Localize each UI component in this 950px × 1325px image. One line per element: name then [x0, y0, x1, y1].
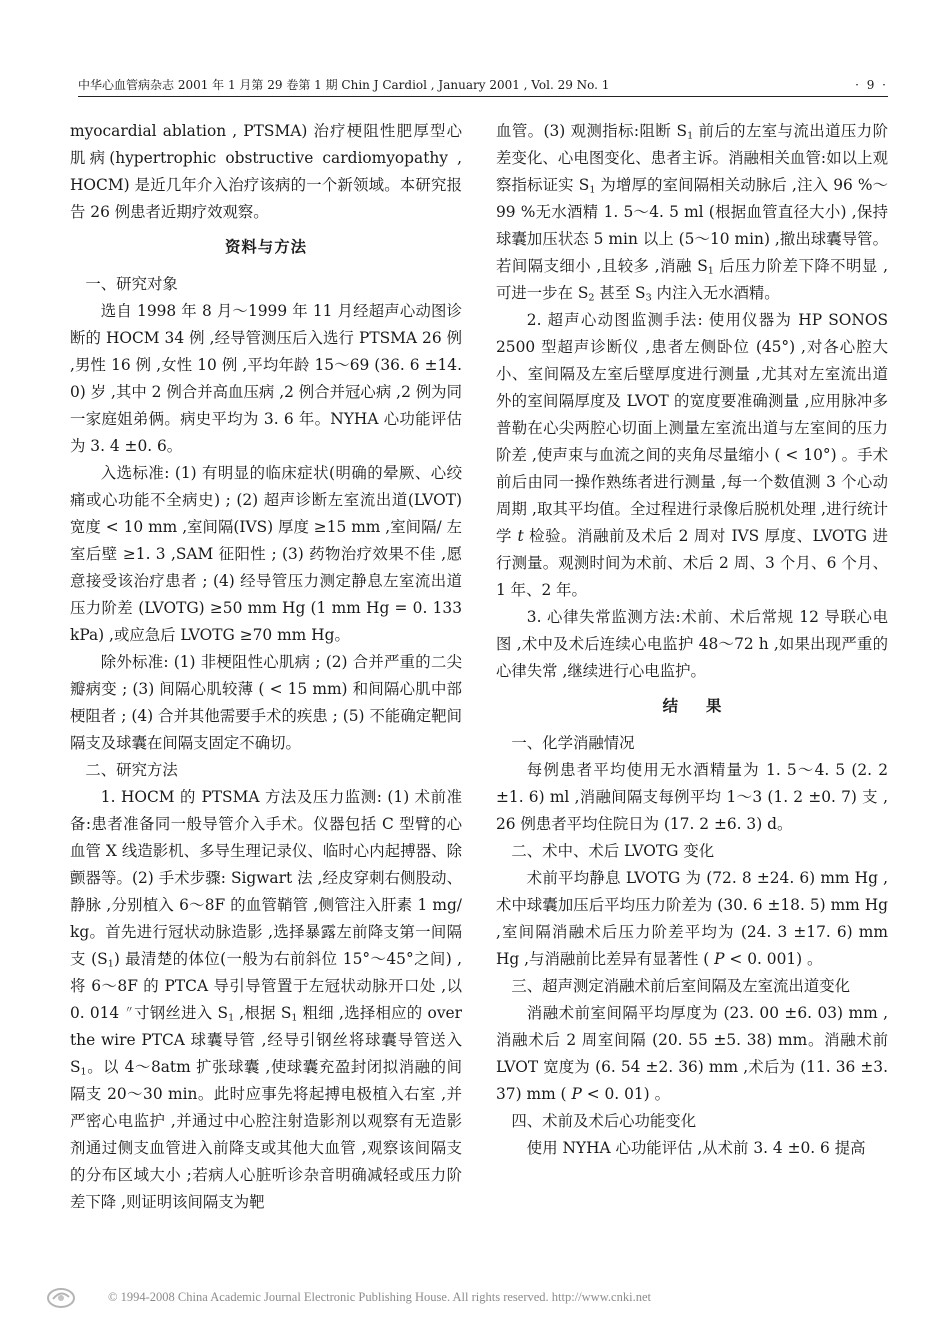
- section-heading: 结果: [662, 697, 750, 715]
- body-paragraph: 术前平均静息 LVOTG 为 (72. 8 ±24. 6) mm Hg ,术中球囊加压后平均压力阶差为 (30. 6 ±18. 5) mm Hg ,室间隔消融术后压力阶差平均为 (24. 3 ±17. 6) mm Hg ,与消融前比差异有显著性 ( P < 0. 001) 。: [496, 869, 888, 968]
- subsection-heading: 四、术前及术后心功能变化: [511, 1112, 697, 1130]
- cnki-logo-icon: [46, 1286, 76, 1310]
- body-paragraph: 使用 NYHA 心功能评估 ,从术前 3. 4 ±0. 6 提高: [526, 1139, 866, 1157]
- body-paragraph: 选自 1998 年 8 月～1999 年 11 月经超声心动图诊断的 HOCM 34 例 ,经导管测压后入选行 PTSMA 26 例 ,男性 16 例 ,女性 10 例 ,平均年龄 15～69 (36. 6 ±14. 0) 岁 ,其中 2 例合并高血压病 ,2 例合并冠心病 ,2 例为同一家庭姐弟俩。病史平均为 3. 6 年。NYHA 心功能评估为 3. 4 ±0. 6。: [70, 302, 462, 455]
- section-heading: 资料与方法: [225, 238, 307, 256]
- page-footer: [46, 1284, 906, 1314]
- subsection-heading: 二、术中、术后 LVOTG 变化: [511, 842, 715, 860]
- body-paragraph: 2. 超声心动图监测手法: 使用仪器为 HP SONOS 2500 型超声诊断仪 ,患者左侧卧位 (45°) ,对各心腔大小、室间隔及左室后壁厚度进行测量 ,尤其对左室流出道外的室间隔厚度及 LVOT 的宽度要准确测量 ,应用脉冲多普勒在心尖两腔心切面上测量左室流出道与左室间的压力阶差 ,使声束与血流之间的夹角尽量缩小 ( < 10°) 。手术前后由同一操作熟练者进行测量 ,每一个数值测 3 个心动周期 ,取其平均值。全过程进行录像后脱机处理 ,进行统计学 t 检验。消融前及术后 2 周对 IVS 厚度、LVOTG 进行测量。观测时间为术前、术后 2 周、3 个月、6 个月、1 年、2 年。: [496, 311, 888, 599]
- subsection-heading: 三、超声测定消融术前后室间隔及左室流出道变化: [511, 977, 850, 995]
- body-paragraph: 入选标准: (1) 有明显的临床症状(明确的晕厥、心绞痛或心功能不全病史) ; (2) 超声诊断左室流出道(LVOT) 宽度 < 10 mm ,室间隔(IVS) 厚度 ≥15 mm ,室间隔/ 左室后壁 ≥1. 3 ,SAM 征阳性 ; (3) 药物治疗效果不佳 ,愿意接受该治疗患者 ; (4) 经导管压力测定静息左室流出道压力阶差 (LVOTG) ≥50 mm Hg (1 mm Hg = 0. 133 kPa) ,或应急后 LVOTG ≥70 mm Hg。: [70, 464, 462, 644]
- left-column: [70, 118, 462, 1216]
- subsection-heading: 二、研究方法: [85, 761, 178, 779]
- body-paragraph: 每例患者平均使用无水酒精量为 1. 5～4. 5 (2. 2 ±1. 6) ml ,消融间隔支每例平均 1～3 (1. 2 ±0. 7) 支 , 26 例患者平均住院日为 (17. 2 ±6. 3) d。: [496, 761, 888, 833]
- right-column: [496, 118, 888, 1162]
- page-number: · 9 ·: [855, 78, 888, 92]
- body-paragraph: 1. HOCM 的 PTSMA 方法及压力监测: (1) 术前准备:患者准备同一般导管介入手术。仪器包括 C 型臂的心血管 X 线造影机、多导生理记录仪、临时心内起搏器、除颤器等。(2) 手术步骤: Sigwart 法 ,经皮穿刺右侧股动、静脉 ,分别植入 6～8F 的血管鞘管 ,侧管注入肝素 1 mg/ kg。首先进行冠状动脉造影 ,选择暴露左前降支第一间隔支 $(S_1)$ 最清楚的体位(一般为右前斜位 15°～45°之间) ,将 6～8F 的 PTCA 导引导管置于左冠状动脉开口处 ,以 0. 014 〃寸钢丝进入 $S_1$ ,根据 $S_1$ 粗细 ,选择相应的 over the wire PTCA 球囊导管 ,经导引钢丝将球囊导管送入 $S_1$。以 4～8atm 扩张球囊 ,使球囊充盈封闭拟消融的间隔支 20～30 min。此时应事先将起搏电极植入右室 ,并严密心电监护 ,并通过中心腔注射造影剂以观察有无造影剂通过侧支血管进入前降支或其他大血管 ,观察该间隔支的分布区域大小 ;若病人心脏听诊杂音明确减轻或压力阶差下降 ,则证明该间隔支为靶: [70, 788, 462, 1211]
- body-paragraph: 消融术前室间隔平均厚度为 (23. 00 ±6. 03) mm ,消融术后 2 周室间隔 (20. 55 ±5. 38) mm。消融术前 LVOT 宽度为 (6. 54 ±2. 36) mm ,术后为 (11. 36 ±3. 37) mm ( P < 0. 01) 。: [496, 1004, 888, 1103]
- body-paragraph: 血管。(3) 观测指标:阻断 $S_1$ 前后的左室与流出道压力阶差变化、心电图变化、患者主诉。消融相关血管:如以上观察指标证实 $S_1$ 为增厚的室间隔相关动脉后 ,注入 96 %～99 %无水酒精 1. 5～4. 5 ml (根据血管直径大小) ,保持球囊加压状态 5 min 以上 (5～10 min) ,撤出球囊导管。若间隔支细小 ,且较多 ,消融 $S_1$ 后压力阶差下降不明显 ,可进一步在 $S_2$ 甚至 $S_3$ 内注入无水酒精。: [496, 122, 888, 304]
- subsection-heading: 一、化学消融情况: [511, 734, 635, 752]
- journal-citation-line: 中华心血管病杂志 2001 年 1 月第 29 卷第 1 期 Chin J Cardiol , January 2001 , Vol. 29 No. 1: [78, 78, 610, 92]
- subsection-heading: 一、研究对象: [85, 275, 178, 293]
- running-header: [78, 74, 888, 97]
- copyright-notice: © 1994-2008 China Academic Journal Electronic Publishing House. All rights reserved. http://www.cnki.net: [108, 1290, 651, 1304]
- body-paragraph: 3. 心律失常监测方法:术前、术后常规 12 导联心电图 ,术中及术后连续心电监护 48～72 h ,如果出现严重的心律失常 ,继续进行心电监护。: [496, 608, 888, 680]
- body-paragraph: 除外标准: (1) 非梗阻性心肌病 ; (2) 合并严重的二尖瓣病变 ; (3) 间隔心肌较薄 ( < 15 mm) 和间隔心肌中部梗阻者 ; (4) 合并其他需要手术的疾患 ; (5) 不能确定靶间隔支及球囊在间隔支固定不确切。: [70, 653, 462, 752]
- body-paragraph: myocardial ablation , PTSMA) 治疗梗阻性肥厚型心肌病(hypertrophic obstructive cardiomyopathy , HOCM) 是近几年介入治疗该病的一个新领域。本研究报告 26 例患者近期疗效观察。: [70, 122, 462, 221]
